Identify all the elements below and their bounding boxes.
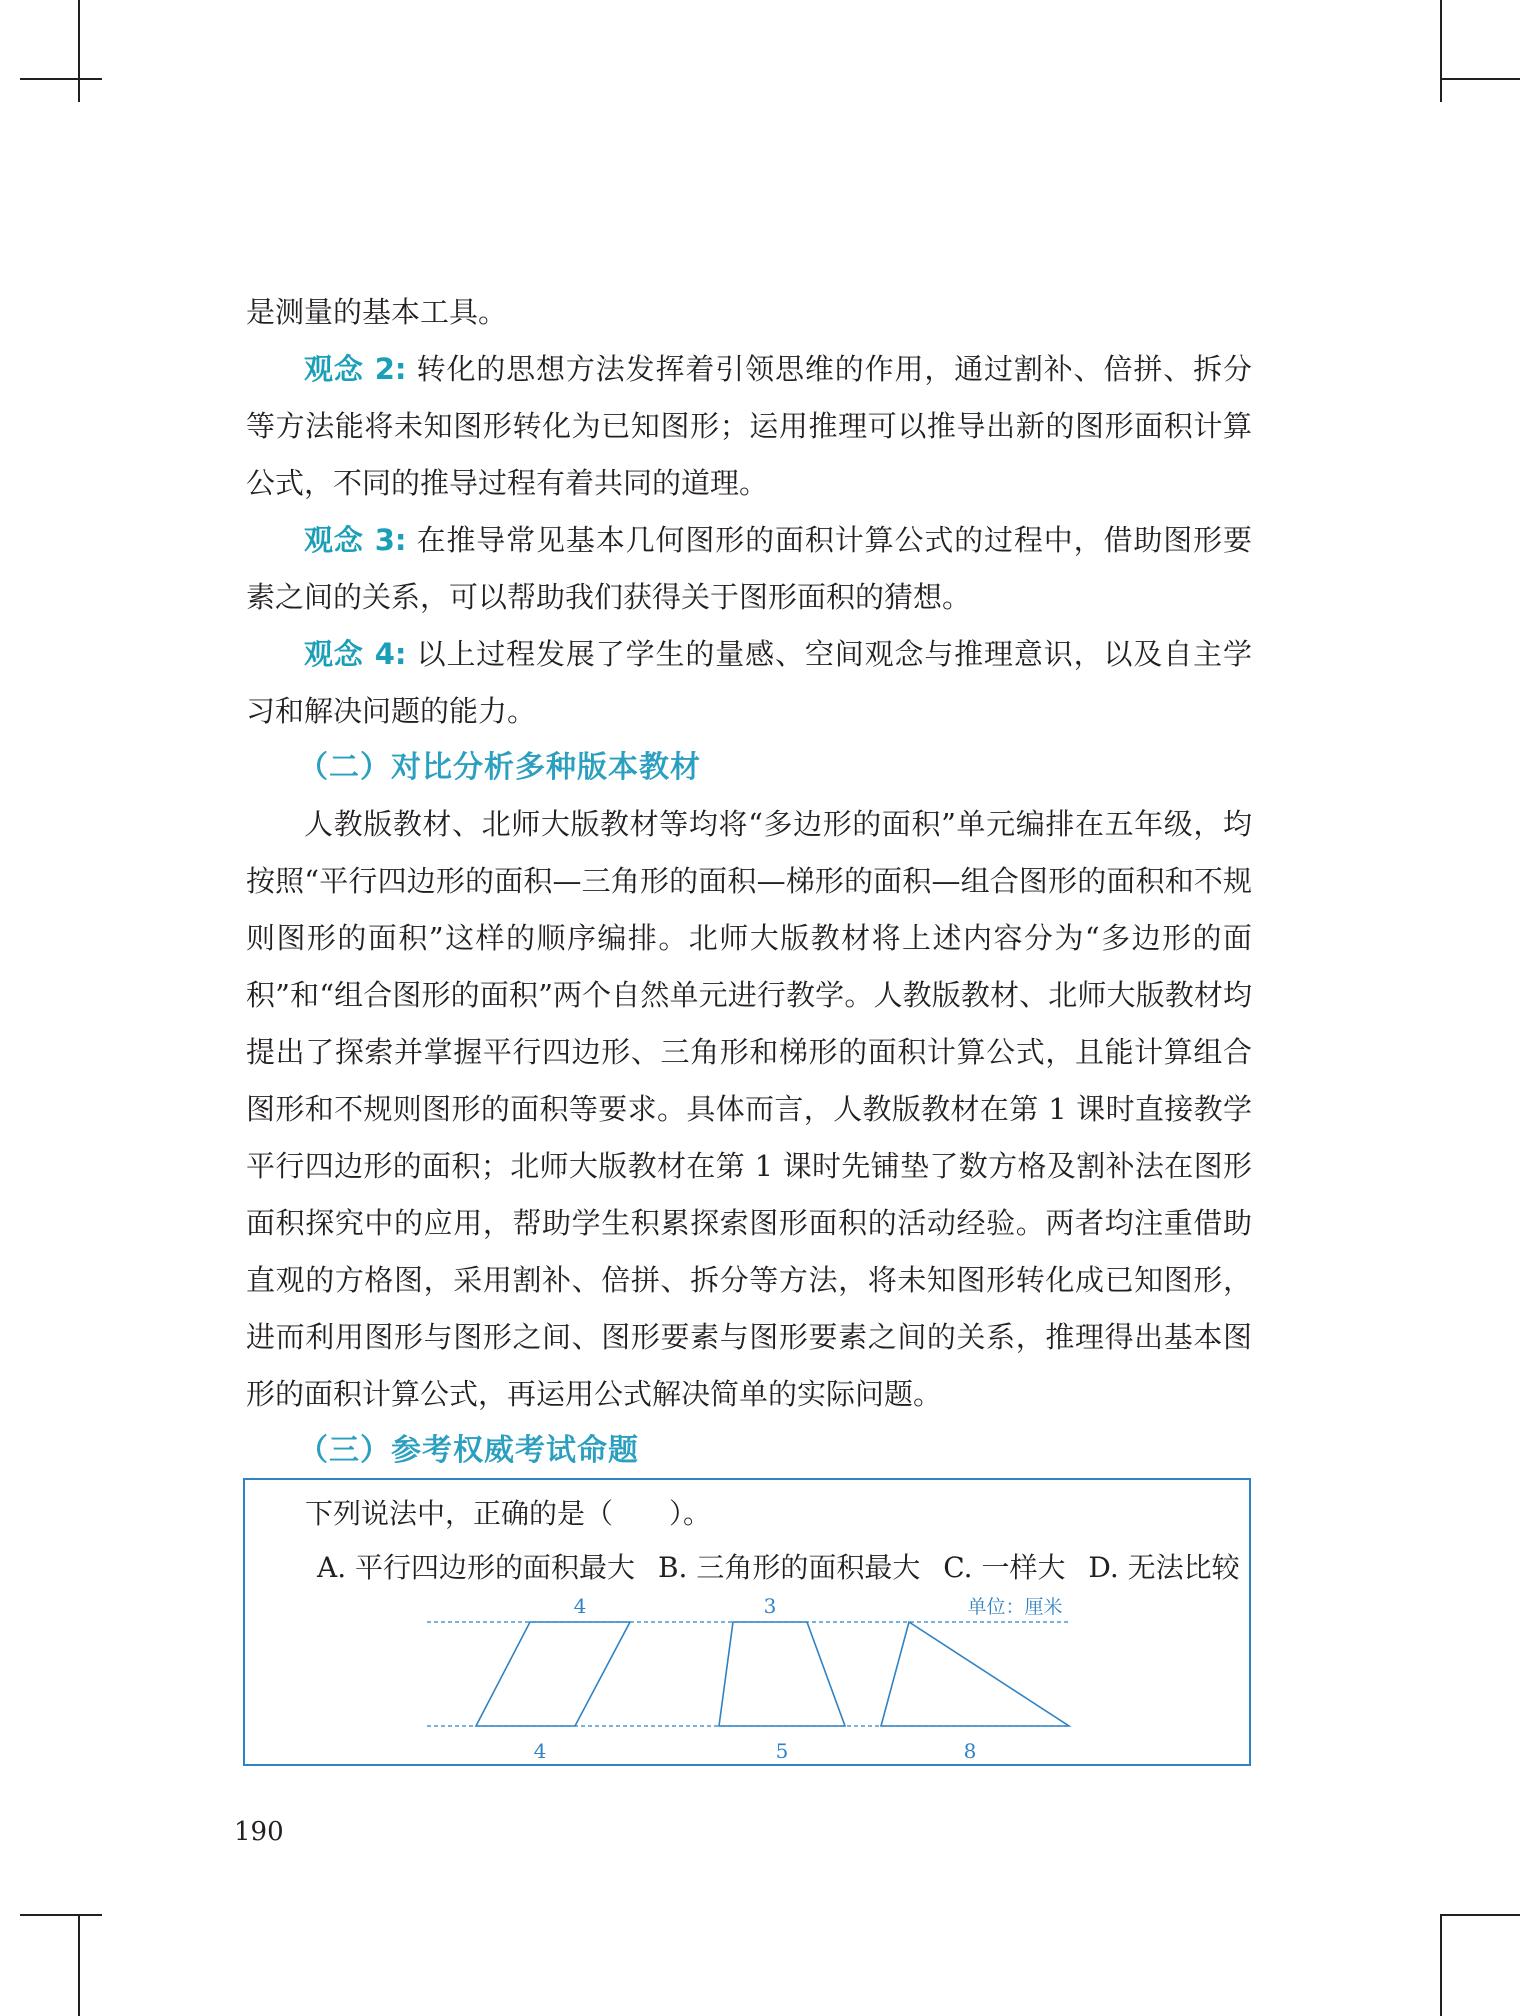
paragraph: 是测量的基本工具。 [246, 295, 508, 329]
exam-question-box [243, 1478, 1251, 1766]
crop-mark [20, 78, 102, 80]
concept-label: 观念 2: [304, 352, 407, 386]
crop-mark [1440, 0, 1442, 102]
section-heading: （二）对比分析多种版本教材 [298, 750, 701, 785]
crop-mark [20, 1914, 102, 1916]
paragraph: 人教版教材、北师大版教材等均将“多边形的面积”单元编排在五年级，均按照“平行四边形的面积—三角形的面积—梯形的面积—组合图形的面积和不规则图形的面积”这样的顺序编排。北师大版教材将上述内容分为“多边形的面积”和“组合图形的面积”两个自然单元进行教学。人教版教材、北师大版教材均提出了探索并掌握平行四边形、三角形和梯形的面积计算公式，且能计算组合图形和不规则图形的面积等要求。具体而言，人教版教材在第 1 课时直接教学平行四边形的面积；北师大版教材在第 1 课时先铺垫了数方格及割补法在图形面积探究中的应用，帮助学生积累探索图形面积的活动经验。两者均注重借助直观的方格图，采用割补、倍拼、拆分等方法，将未知图形转化成已知图形，进而利用图形与图形之间、图形要素与图形要素之间的关系，推理得出基本图形的面积计算公式，再运用公式解决简单的实际问题。 [246, 807, 1252, 1411]
option-a: A. 平行四边形的面积最大 [317, 1551, 636, 1584]
unit-label: 单位：厘米 [967, 1596, 1063, 1618]
geometry-figure [245, 1480, 1249, 1764]
body-text [246, 284, 1252, 1479]
parallelogram-bottom-label: 4 [533, 1739, 547, 1763]
parallelogram-shape [476, 1622, 630, 1726]
option-c: C. 一样大 [943, 1551, 1066, 1584]
triangle-shape [881, 1622, 1069, 1726]
option-d: D. 无法比较 [1088, 1551, 1240, 1584]
question-stem: 下列说法中，正确的是（ ）。 [305, 1497, 712, 1530]
crop-mark [1440, 1914, 1520, 1916]
crop-mark [1440, 78, 1520, 80]
paragraph-text: 以上过程发展了学生的量感、空间观念与推理意识，以及自主学习和解决问题的能力。 [246, 637, 1252, 728]
section-heading: （三）参考权威考试命题 [298, 1433, 639, 1468]
paragraph-text: 在推导常见基本几何图形的面积计算公式的过程中，借助图形要素之间的关系，可以帮助我们获得关于图形面积的猜想。 [246, 523, 1252, 614]
paragraph [246, 512, 1252, 626]
concept-label: 观念 4: [304, 637, 407, 671]
page-number: 190 [234, 1817, 284, 1847]
trapezoid-shape [719, 1622, 845, 1726]
concept-label: 观念 3: [304, 523, 407, 557]
paragraph [246, 341, 1252, 512]
trapezoid-bottom-label: 5 [775, 1739, 789, 1763]
paragraph [246, 626, 1252, 740]
option-b: B. 三角形的面积最大 [657, 1551, 921, 1584]
paragraph-text: 转化的思想方法发挥着引领思维的作用，通过割补、倍拼、拆分等方法能将未知图形转化为已知图形；运用推理可以推导出新的图形面积计算公式，不同的推导过程有着共同的道理。 [246, 352, 1252, 500]
crop-mark [78, 0, 80, 102]
triangle-bottom-label: 8 [963, 1739, 977, 1763]
crop-mark [1440, 1914, 1442, 2016]
crop-mark [78, 1914, 80, 2016]
parallelogram-top-label: 4 [573, 1594, 587, 1618]
trapezoid-top-label: 3 [763, 1594, 777, 1618]
